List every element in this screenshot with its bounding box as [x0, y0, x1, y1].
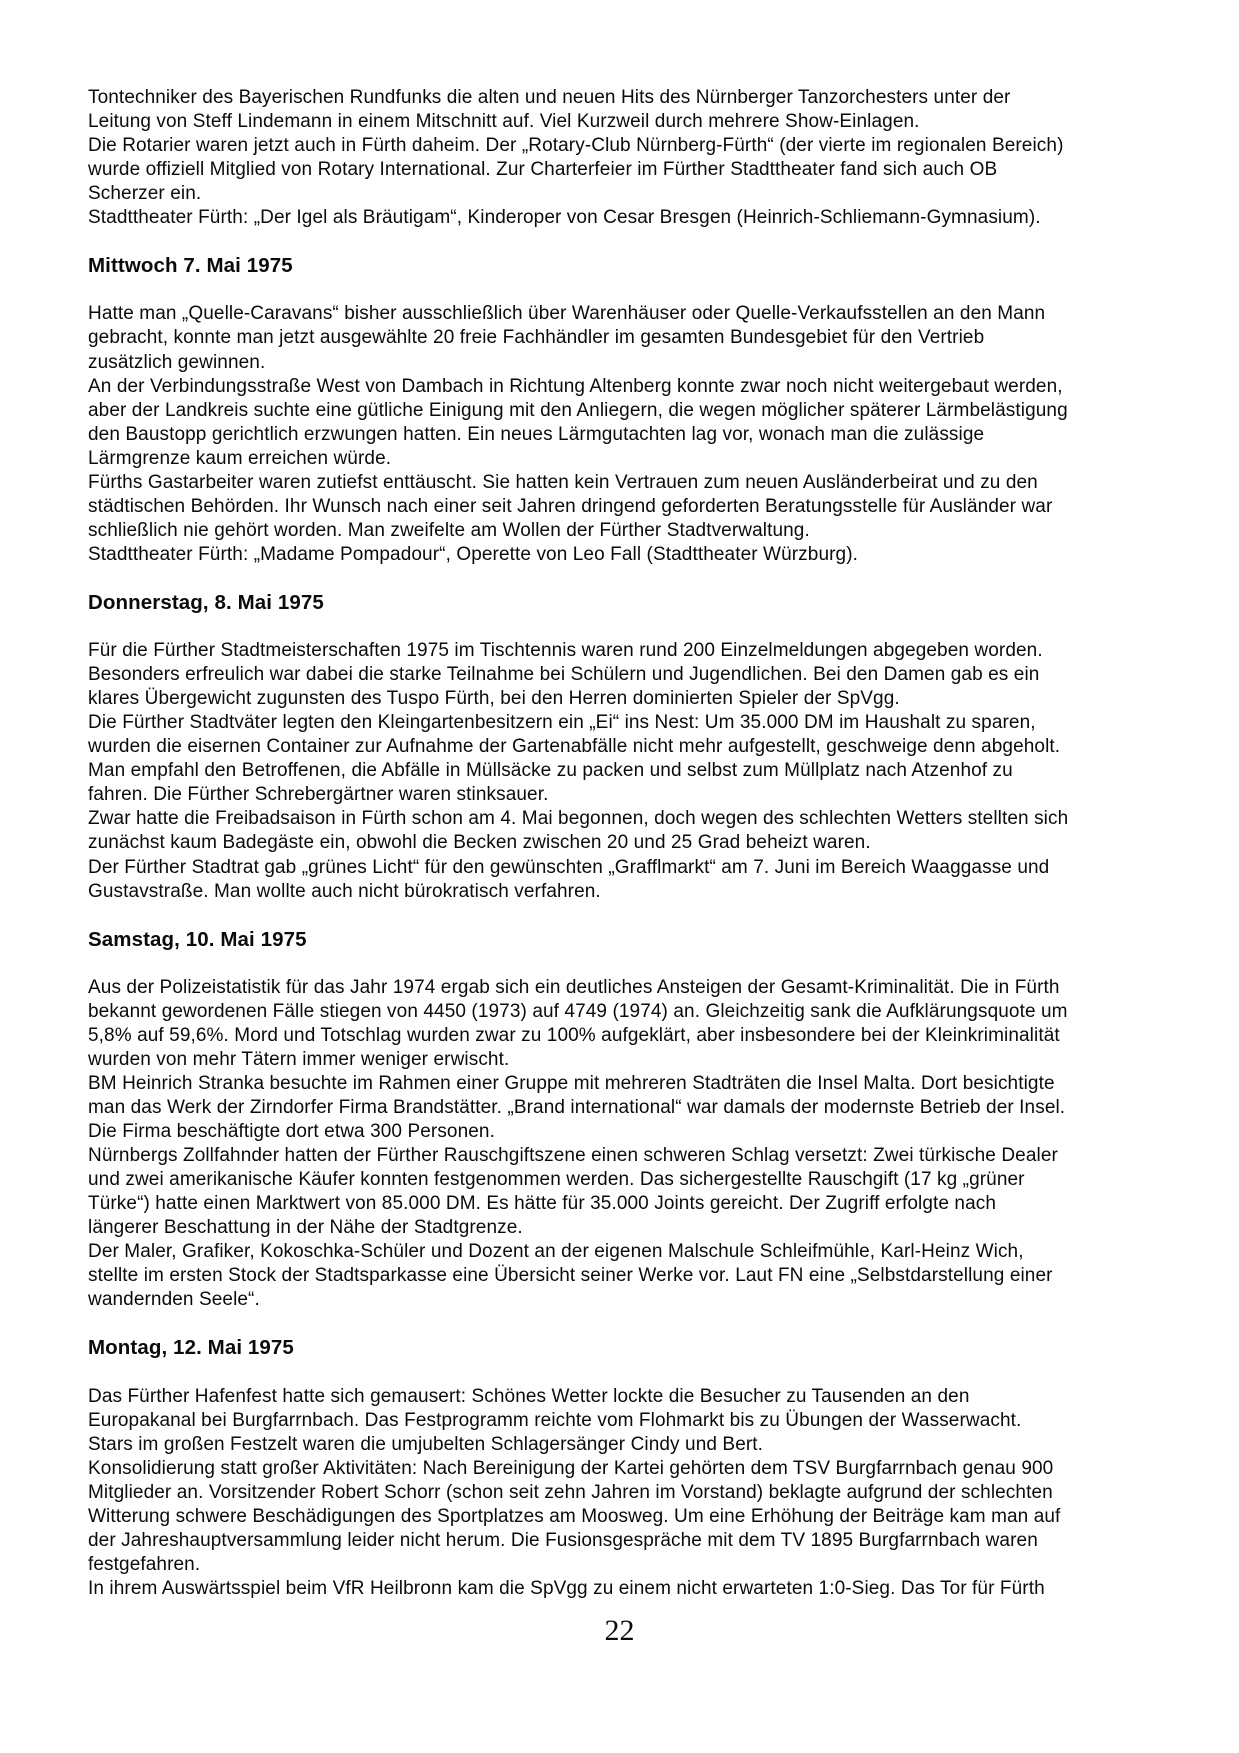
text-line: Hatte man „Quelle-Caravans“ bisher ausschließlich über Warenhäuser oder Quelle-Verkaufsstellen an den Mann	[88, 303, 1046, 325]
paragraph	[88, 86, 1173, 230]
text-line: zusätzlich gewinnen.	[88, 351, 266, 373]
paragraph	[88, 1457, 1173, 1577]
text-line: festgefahren.	[88, 1553, 201, 1575]
text-line: Europakanal bei Burgfarrnbach. Das Festprogramm reichte vom Flohmarkt bis zu Übungen der Wasserwacht.	[88, 1409, 1022, 1431]
text-line: Zwar hatte die Freibadsaison in Fürth schon am 4. Mai begonnen, doch wegen des schlechten Wetters stellten sich	[88, 808, 1069, 830]
paragraph	[88, 543, 1173, 567]
text-line: Witterung schwere Beschädigungen des Sportplatzes am Moosweg. Um eine Erhöhung der Beiträge kam man auf	[88, 1505, 1061, 1527]
text-line: bekannt gewordenen Fälle stiegen von 4450 (1973) auf 4749 (1974) an. Gleichzeitig sank die Aufklärungsquote um	[88, 1000, 1068, 1022]
paragraph	[88, 711, 1173, 807]
text-line: man das Werk der Zirndorfer Firma Brandstätter. „Brand international“ war damals der modernste Betrieb der Insel.	[88, 1096, 1066, 1118]
text-line: Tontechniker des Bayerischen Rundfunks die alten und neuen Hits des Nürnberger Tanzorchesters unter der	[88, 87, 1011, 108]
text-line: schließlich nie gehört worden. Man zweifelte am Wollen der Fürther Stadtverwaltung.	[88, 519, 810, 541]
text-line: längerer Beschattung in der Nähe der Stadtgrenze.	[88, 1217, 523, 1239]
text-line: Die Rotarier waren jetzt auch in Fürth daheim. Der „Rotary-Club Nürnberg-Fürth“ (der vierte im regionalen Bereich)	[88, 135, 1064, 157]
text-line: und zwei amerikanische Käufer konnten festgenommen werden. Das sichergestellte Rauschgift (17 kg „grüner	[88, 1169, 1025, 1191]
text-line: 5,8% auf 59,6%. Mord und Totschlag wurden zwar zu 100% aufgeklärt, aber insbesondere bei der Kleinkriminalität	[88, 1024, 1060, 1046]
paragraph	[88, 639, 1173, 711]
paragraph	[88, 1577, 1173, 1601]
text-line: städtischen Behörden. Ihr Wunsch nach einer seit Jahren dringend geforderten Beratungsstelle für Ausländer war	[88, 495, 1053, 517]
text-line: Aus der Polizeistatistik für das Jahr 1974 ergab sich ein deutliches Ansteigen der Gesamt-Kriminalität. Die in Fürth	[88, 976, 1060, 998]
text-line: Mitglieder an. Vorsitzender Robert Schorr (schon seit zehn Jahren im Vorstand) beklagte aufgrund der schlechten	[88, 1481, 1053, 1503]
text-line: Türke“) hatte einen Marktwert von 85.000 DM. Es hätte für 35.000 Joints gereicht. Der Zugriff erfolgte nach	[88, 1193, 997, 1215]
text-line: der Jahreshauptversammlung leider nicht herum. Die Fusionsgespräche mit dem TV 1895 Burgfarrnbach waren	[88, 1529, 1038, 1551]
text-line: stellte im ersten Stock der Stadtsparkasse eine Übersicht seiner Werke vor. Laut FN eine „Selbstdarstellung einer	[88, 1265, 1053, 1287]
paragraph	[88, 807, 1173, 855]
paragraph	[88, 375, 1173, 471]
text-line: wurden die eisernen Container zur Aufnahme der Gartenabfälle nicht mehr aufgestellt, geschweige denn abgeholt.	[88, 736, 1061, 758]
text-line: Leitung von Steff Lindemann in einem Mitschnitt auf. Viel Kurzweil durch mehrere Show-Einlagen.	[88, 111, 920, 133]
text-line: An der Verbindungsstraße West von Dambach in Richtung Altenberg konnte zwar noch nicht weitergebaut werden,	[88, 375, 1063, 397]
paragraph	[88, 471, 1173, 543]
date-heading: Mittwoch 7. Mai 1975	[88, 254, 293, 278]
text-line: aber der Landkreis suchte eine gütliche Einigung mit den Anliegern, die wegen möglicher späterer Lärmbelästigung	[88, 399, 1068, 421]
text-line: wandernden Seele“.	[88, 1289, 260, 1311]
text-line: gebracht, konnte man jetzt ausgewählte 20 freie Fachhändler im gesamten Bundesgebiet für den Vertrieb	[88, 327, 985, 349]
paragraph	[88, 1240, 1173, 1312]
text-line: wurde offiziell Mitglied von Rotary International. Zur Charterfeier im Fürther Stadttheater fand sich auch OB	[88, 159, 998, 181]
text-line: Stars im großen Festzelt waren die umjubelten Schlagersänger Cindy und Bert.	[88, 1433, 764, 1455]
text-line: Nürnbergs Zollfahnder hatten der Fürther Rauschgiftszene einen schweren Schlag versetzt: Zwei türkische Dealer	[88, 1145, 1058, 1167]
text-line: den Baustopp gerichtlich erzwungen hatten. Ein neues Lärmgutachten lag vor, wonach man die zulässige	[88, 423, 985, 445]
paragraph	[88, 302, 1173, 374]
text-line: klares Übergewicht zugunsten des Tuspo Fürth, bei den Herren dominierten Spieler der SpVgg.	[88, 688, 900, 710]
text-line: fahren. Die Fürther Schrebergärtner waren stinksauer.	[88, 784, 549, 806]
paragraph	[88, 976, 1173, 1072]
page-number: 22	[604, 1614, 635, 1647]
date-heading: Samstag, 10. Mai 1975	[88, 927, 307, 951]
page-content	[88, 86, 1173, 1601]
paragraph	[88, 1072, 1173, 1144]
text-line: Stadttheater Fürth: „Der Igel als Bräutigam“, Kinderoper von Cesar Bresgen (Heinrich-Schliemann-Gymnasium).	[88, 207, 1041, 229]
text-line: Der Fürther Stadtrat gab „grünes Licht“ für den gewünschten „Grafflmarkt“ am 7. Juni im Bereich Waaggasse und	[88, 856, 1050, 878]
paragraph	[88, 1385, 1173, 1457]
text-line: Stadttheater Fürth: „Madame Pompadour“, Operette von Leo Fall (Stadttheater Würzburg).	[88, 543, 859, 565]
text-line: Konsolidierung statt großer Aktivitäten: Nach Bereinigung der Kartei gehörten dem TSV Burgfarrnbach genau 900	[88, 1457, 1054, 1479]
text-line: Der Maler, Grafiker, Kokoschka-Schüler und Dozent an der eigenen Malschule Schleifmühle, Karl-Heinz Wich,	[88, 1241, 1024, 1263]
text-line: Besonders erfreulich war dabei die starke Teilnahme bei Schülern und Jugendlichen. Bei den Damen gab es ein	[88, 664, 1040, 686]
date-heading: Montag, 12. Mai 1975	[88, 1336, 294, 1360]
text-line: Fürths Gastarbeiter waren zutiefst enttäuscht. Sie hatten kein Vertrauen zum neuen Ausländerbeirat und zu den	[88, 471, 1038, 493]
text-line: Für die Fürther Stadtmeisterschaften 1975 im Tischtennis waren rund 200 Einzelmeldungen abgegeben worden.	[88, 640, 1043, 662]
text-line: wurden von mehr Tätern immer weniger erwischt.	[88, 1048, 510, 1070]
text-line: BM Heinrich Stranka besuchte im Rahmen einer Gruppe mit mehreren Stadträten die Insel Malta. Dort besichtigte	[88, 1072, 1055, 1094]
text-line: Lärmgrenze kaum erreichen würde.	[88, 447, 392, 469]
text-line: Das Fürther Hafenfest hatte sich gemausert: Schönes Wetter lockte die Besucher zu Tausenden an den	[88, 1385, 970, 1407]
text-line: Gustavstraße. Man wollte auch nicht bürokratisch verfahren.	[88, 880, 601, 902]
date-heading: Donnerstag, 8. Mai 1975	[88, 590, 324, 614]
text-line: Die Fürther Stadtväter legten den Kleingartenbesitzern ein „Ei“ ins Nest: Um 35.000 DM im Haushalt zu sparen,	[88, 712, 1036, 734]
paragraph	[88, 856, 1173, 904]
text-line: Man empfahl den Betroffenen, die Abfälle in Müllsäcke zu packen und selbst zum Müllplatz nach Atzenhof zu	[88, 760, 1013, 782]
paragraph	[88, 1144, 1173, 1240]
text-line: Scherzer ein.	[88, 183, 202, 205]
text-line: In ihrem Auswärtsspiel beim VfR Heilbronn kam die SpVgg zu einem nicht erwarteten 1:0-Sieg. Das Tor für Fürth	[88, 1577, 1045, 1599]
text-line: zunächst kaum Badegäste ein, obwohl die Becken zwischen 20 und 25 Grad beheizt waren.	[88, 832, 871, 854]
text-line: Die Firma beschäftigte dort etwa 300 Personen.	[88, 1121, 495, 1143]
